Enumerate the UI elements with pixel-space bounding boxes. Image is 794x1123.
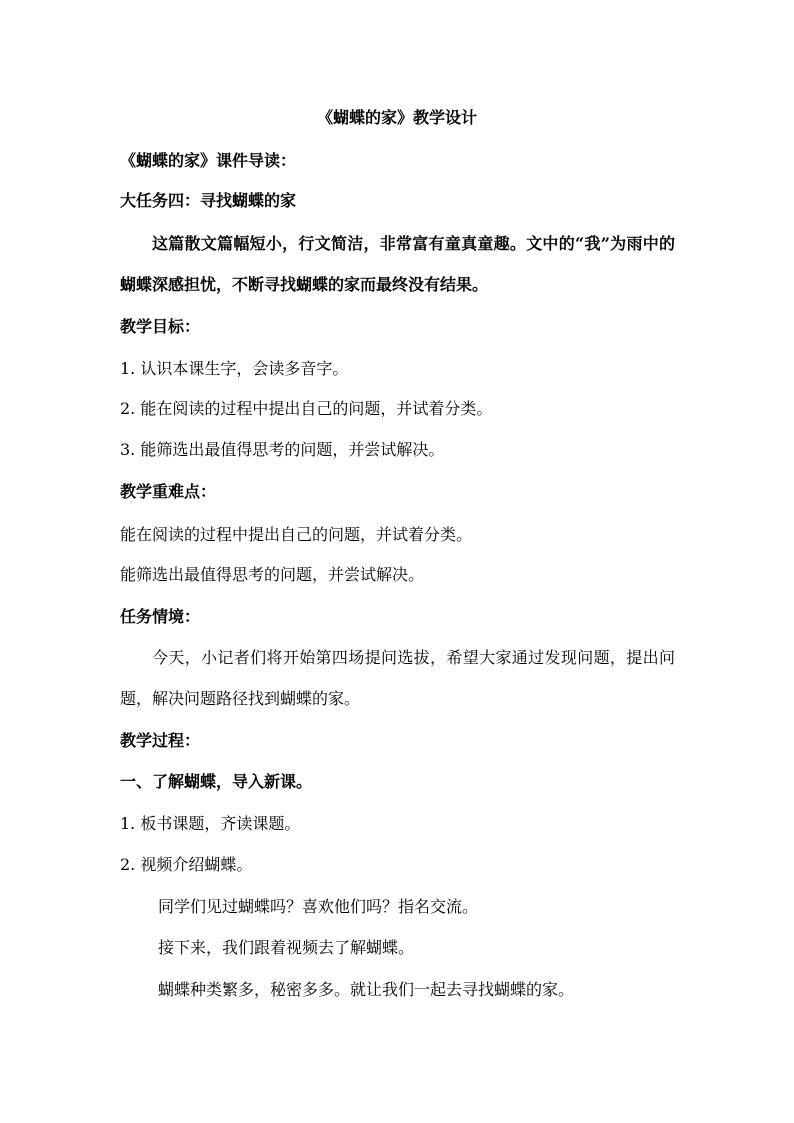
key-point-1: 能在阅读的过程中提出自己的问题，并试着分类。 [120,525,473,544]
step2-line-2: 接下来，我们跟着视频去了解蝴蝶。 [158,938,415,957]
step-2: 2. 视频介绍蝴蝶。 [120,855,253,874]
step2-line-1: 同学们见过蝴蝶吗？喜欢他们吗？指名交流。 [158,897,479,916]
scenario-paragraph: 今天，小记者们将开始第四场提问选拔，希望大家通过发现问题，提出问题，解决问题路径找到蝴蝶的家。 [120,648,675,708]
section1-heading: 一、了解蝴蝶，导入新课。 [120,772,313,791]
process-heading: 教学过程： [120,731,201,750]
big-task-heading: 大任务四：寻找蝴蝶的家 [120,191,297,210]
key-point-2: 能筛选出最值得思考的问题，并尝试解决。 [120,565,425,584]
goal-item-2: 2. 能在阅读的过程中提出自己的问题，并试着分类。 [120,399,493,418]
goal-item-3: 3. 能筛选出最值得思考的问题，并尝试解决。 [120,440,445,459]
goals-heading: 教学目标： [120,317,201,336]
scenario-heading: 任务情境： [120,607,201,626]
intro-paragraph: 这篇散文篇幅短小，行文简洁，非常富有童真童趣。文中的“我”为雨中的蝴蝶深感担忧，不断寻找蝴蝶的家而最终没有结果。 [120,234,675,294]
step2-line-3: 蝴蝶种类繁多，秘密多多。就让我们一起去寻找蝴蝶的家。 [158,980,575,999]
key-points-heading: 教学重难点： [120,482,217,501]
document-title: 《蝴蝶的家》教学设计 [316,108,477,127]
courseware-intro-heading: 《蝴蝶的家》课件导读： [120,151,297,170]
step-1: 1. 板书课题，齐读课题。 [120,814,301,833]
goal-item-1: 1. 认识本课生字，会读多音字。 [120,359,349,378]
